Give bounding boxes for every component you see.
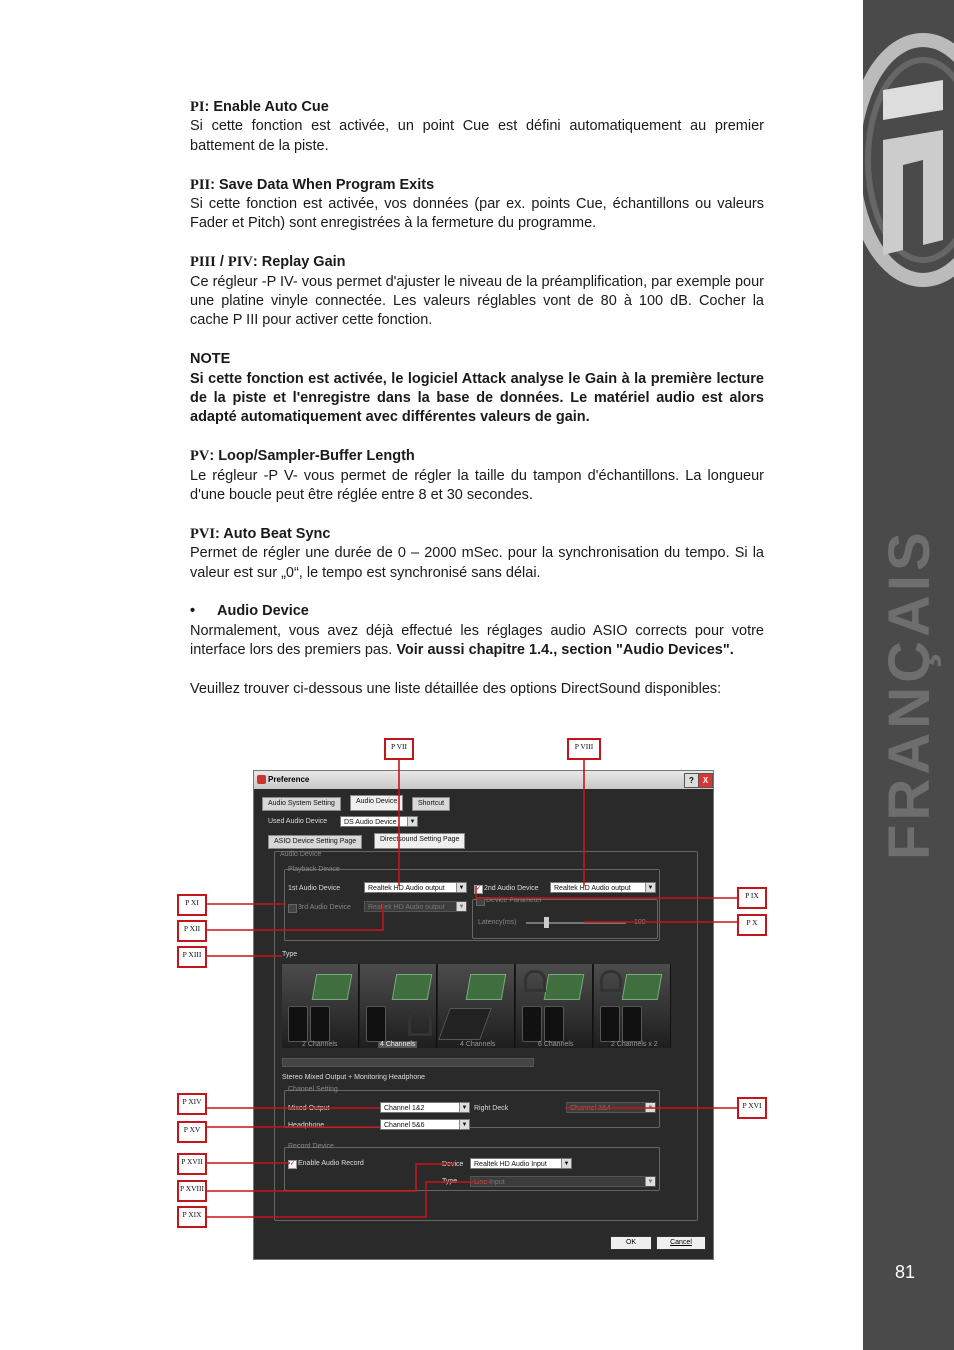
chevron-down-icon: ▼: [456, 883, 466, 893]
type-card-label: 2 Channels x 2: [611, 1041, 658, 1048]
record-device-select[interactable]: Realtek HD Audio Input ▼: [470, 1158, 572, 1169]
headphone-select[interactable]: Channel 5&6 ▼: [380, 1119, 470, 1130]
chevron-down-icon: ▼: [459, 1103, 469, 1113]
app-icon: [257, 775, 266, 784]
callout-p-xiv: P XIV: [177, 1093, 207, 1115]
headphone-label: Headphone: [288, 1122, 325, 1129]
callout-p-xvi: P XVI: [737, 1097, 767, 1119]
latency-slider[interactable]: [526, 922, 626, 924]
record-device-label: Device: [442, 1161, 464, 1168]
callout-p-xix: P XIX: [177, 1206, 207, 1228]
callout-p-vii: P VII: [384, 738, 414, 760]
record-type-label: Type: [442, 1178, 458, 1185]
section-pii: PII: Save Data When Program Exits Si cette fonction est activée, vos données (par ex. points Cue, échantillons ou valeurs Fader et Pitch) sont enregistrées à la fermeture du programme.: [190, 176, 764, 232]
right-deck-label: Right Deck: [474, 1105, 509, 1112]
chevron-down-icon: ▼: [459, 1120, 469, 1130]
record-device-group-label: Record Device: [288, 1143, 334, 1150]
playback-device-group-label: Playback Device: [288, 866, 340, 873]
tab-shortcut[interactable]: Shortcut: [412, 797, 450, 811]
main-text: [190, 98, 764, 719]
section-pi: PI: Enable Auto Cue Si cette fonction est activée, un point Cue est défini automatiquement au premier battement de la piste.: [190, 99, 764, 154]
type-scrollbar[interactable]: [282, 1058, 534, 1067]
third-audio-device-label: 3rd Audio Device: [298, 904, 351, 911]
note-block: NOTE Si cette fonction est activée, le logiciel Attack analyse le Gain à la première lecture de la piste et l'enregistre dans la base de données. Le matériel audio est alors adapté automatiquement avec différentes valeurs de gain.: [190, 351, 764, 426]
latency-slider-handle[interactable]: [544, 917, 549, 928]
tab-directsound-setting[interactable]: Directsound Setting Page: [374, 833, 465, 849]
type-card-2ch-x2[interactable]: [594, 964, 671, 1048]
sidebar-band: [863, 0, 954, 1350]
list-intro: Veuillez trouver ci-dessous une liste détaillée des options DirectSound disponibles:: [190, 681, 722, 698]
preference-dialog: [253, 770, 714, 1260]
record-type-select[interactable]: Line Input ▼: [470, 1176, 656, 1187]
help-button[interactable]: ?: [684, 773, 699, 788]
dialog-titlebar: Preference ? X: [254, 771, 713, 789]
section-pvi: PVI: Auto Beat Sync Permet de régler une durée de 0 – 2000 mSec. pour la synchronisation du tempo. Si la valeur est sur „0“, le tempo est synchronisé sans délai.: [190, 525, 764, 581]
type-card-2ch[interactable]: [282, 964, 359, 1048]
callout-p-xiii: P XIII: [177, 946, 207, 968]
latency-label: Latency(ms): [478, 919, 517, 926]
chevron-down-icon: ▼: [561, 1159, 571, 1169]
device-parameter-label: Device Parameter: [486, 897, 543, 904]
section-audio-device: • Audio Device Normalement, vous avez déjà effectué les réglages audio ASIO corrects pour votre interface lors des premiers pas. Voir aussi chapitre 1.4., section "Audio Devices".: [190, 602, 764, 660]
right-deck-select[interactable]: Channel 3&4 ▼: [566, 1102, 656, 1113]
callout-p-xviii: P XVIII: [177, 1180, 207, 1202]
chevron-down-icon: ▼: [645, 1177, 655, 1187]
callout-p-viii: P VIII: [567, 738, 601, 760]
cancel-button[interactable]: Cancel: [656, 1236, 706, 1250]
svg-text:FRANÇAIS: FRANÇAIS: [877, 528, 942, 860]
used-audio-device-select[interactable]: DS Audio Device ▼: [340, 816, 418, 827]
callout-p-xvii: P XVII: [177, 1153, 207, 1175]
type-card-4ch-a[interactable]: [360, 964, 437, 1048]
callout-p-ix: P IX: [737, 887, 767, 909]
callout-p-xii: P XII: [177, 920, 207, 942]
mixed-output-select[interactable]: Channel 1&2 ▼: [380, 1102, 470, 1113]
enable-audio-record-label: Enable Audio Record: [298, 1160, 364, 1167]
type-card-label: 6 Channels: [538, 1041, 574, 1048]
tab-asio-device-setting[interactable]: ASIO Device Setting Page: [268, 835, 362, 849]
tab-audio-device[interactable]: Audio Device: [350, 795, 403, 811]
section-pv: PV: Loop/Sampler-Buffer Length Le régleur -P V- vous permet de régler la taille du tampon d'échantillons. La longueur d'une boucle peut être réglée entre 8 et 30 secondes.: [190, 448, 764, 504]
stereo-mixed-output-label: Stereo Mixed Output + Monitoring Headphone: [282, 1074, 426, 1081]
chevron-down-icon: ▼: [407, 817, 417, 827]
page-number: 81: [895, 1262, 916, 1282]
language-label: [873, 520, 943, 860]
channel-setting-group-label: Channel Setting: [288, 1086, 338, 1093]
callout-p-xv: P XV: [177, 1121, 207, 1143]
first-audio-device-label: 1st Audio Device: [288, 885, 341, 892]
type-card-label: 4 Channels: [380, 1041, 416, 1048]
latency-value: 100: [634, 919, 646, 926]
brand-logo-icon: [863, 20, 954, 300]
chevron-down-icon: ▼: [645, 1103, 655, 1113]
callout-p-xi: P XI: [177, 894, 207, 916]
device-parameter-checkbox[interactable]: [476, 897, 485, 906]
type-card-label: 4 Channels: [460, 1041, 496, 1048]
third-audio-device-select[interactable]: Realtek HD Audio output ▼: [364, 901, 467, 912]
tab-audio-system-setting[interactable]: Audio System Setting: [262, 797, 341, 811]
second-audio-device-checkbox[interactable]: ✓: [475, 886, 482, 892]
chevron-down-icon: ▼: [645, 883, 655, 893]
second-audio-device-select[interactable]: Realtek HD Audio output ▼: [550, 882, 656, 893]
third-audio-device-checkbox[interactable]: [288, 904, 297, 913]
type-card-4ch-b[interactable]: [438, 964, 515, 1048]
enable-audio-record-checkbox[interactable]: ✓: [289, 1161, 296, 1167]
ok-button[interactable]: OK: [610, 1236, 652, 1250]
second-audio-device-label: 2nd Audio Device: [484, 885, 539, 892]
used-audio-device-label: Used Audio Device: [268, 818, 328, 825]
type-card-6ch[interactable]: [516, 964, 593, 1048]
type-label: Type: [282, 951, 298, 958]
chevron-down-icon: ▼: [456, 902, 466, 912]
close-button[interactable]: X: [698, 773, 713, 788]
type-card-label: 2 Channels: [302, 1041, 338, 1048]
audio-device-group-label: Audio Device: [280, 851, 322, 858]
first-audio-device-select[interactable]: Realtek HD Audio output ▼: [364, 882, 467, 893]
mixed-output-label: Mixed Output: [288, 1105, 330, 1112]
callout-p-x: P X: [737, 914, 767, 936]
type-selector: [282, 964, 664, 1048]
section-piii-piv: PIII / PIV: Replay Gain Ce régleur -P IV- vous permet d'ajuster le niveau de la préamplification, par exemple pour une platine vinyle connectée. Les valeurs réglables vont de 80 à 100 dB. Cocher la cache P III pour activer cette fonction.: [190, 254, 764, 329]
